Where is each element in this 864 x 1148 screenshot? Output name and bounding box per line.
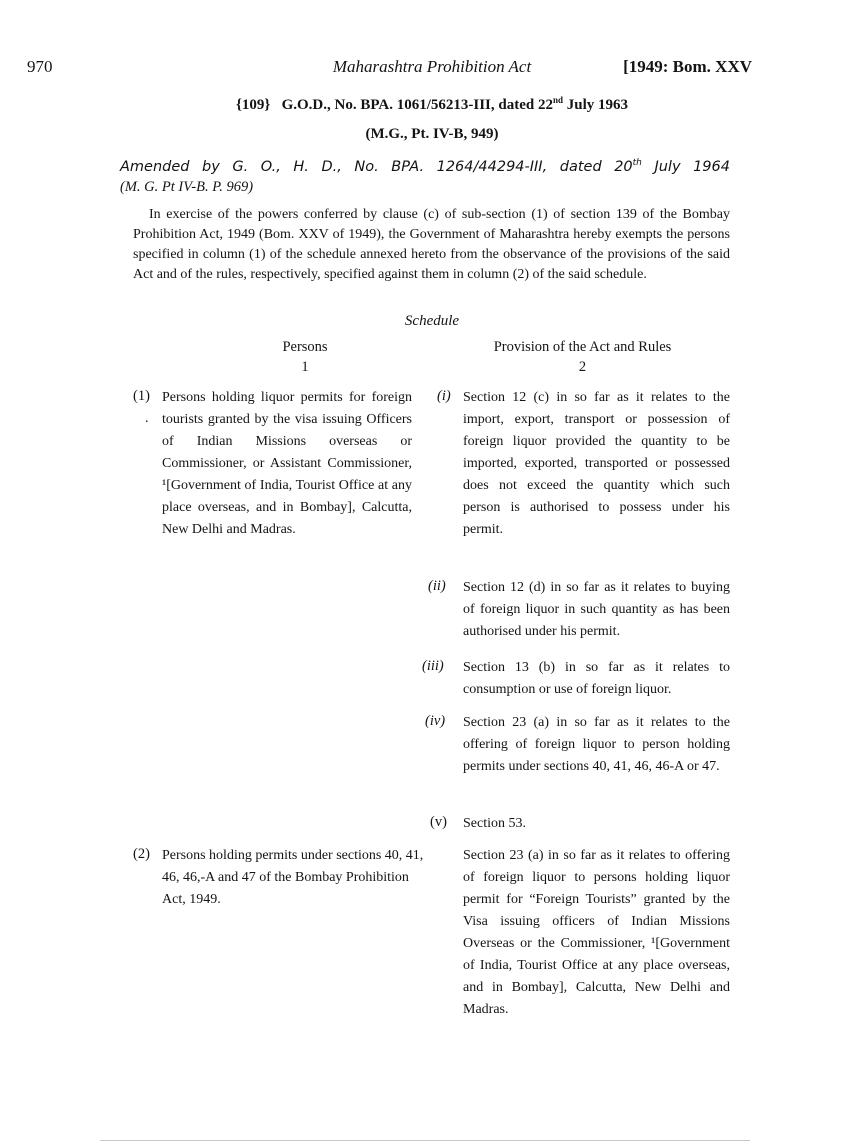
row-2-persons: Persons holding permits under sections 40, 41, 46, 46,-A and 47 of the Bombay Prohibition Act, 1949. — [162, 848, 424, 907]
row-1-provision-5-number: (v) — [430, 814, 447, 830]
amendment-sup: th — [632, 158, 642, 169]
amendment-tail: July 1964 — [641, 159, 730, 175]
column-2-label: Provision of the Act and Rules — [493, 339, 672, 355]
row-1-provision-1-number: (i) — [437, 388, 451, 404]
page-number: 970 — [27, 57, 53, 76]
order-ref: G.O.D., No. BPA. 1061/56213-III, dated 22 — [281, 97, 553, 113]
order-ref-sup: nd — [552, 95, 563, 105]
amendment-line-1 — [120, 157, 730, 177]
running-title: Maharashtra Prohibition Act — [332, 57, 532, 76]
row-1-provision-2-number: (ii) — [428, 578, 446, 594]
row-1-provision-4-number: (iv) — [425, 713, 446, 729]
row-1-provision-3-number: (iii) — [422, 658, 444, 674]
gazette-reference: (M.G., Pt. IV-B, 949) — [365, 126, 499, 142]
stray-dot: . — [145, 411, 149, 426]
row-1-provision-5-text: Section 53. — [463, 816, 526, 831]
order-heading — [0, 97, 864, 114]
order-ref-tail: July 1963 — [562, 97, 628, 113]
schedule-title: Schedule — [404, 313, 460, 329]
row-1-provision-2-text: Section 12 (d) in so far as it relates to buying of foreign liquor in such quantity as has been authorised under his permit. — [463, 580, 730, 639]
column-1-number: 1 — [301, 359, 309, 375]
amendment-line-2: (M. G. Pt IV-B. P. 969) — [120, 179, 254, 195]
act-reference: [1949: Bom. XXV — [623, 57, 752, 76]
column-2-number: 2 — [578, 359, 587, 375]
amendment-text: Amended by G. O., H. D., No. BPA. 1264/44294-III, dated 20 — [120, 159, 633, 175]
page-bottom-rule — [100, 1140, 750, 1141]
intro-paragraph: In exercise of the powers conferred by clause (c) of sub-section (1) of section 139 of the Bombay Prohibition Act, 1949 (Bom. XXV of 1949), the Government of Maharashtra hereby exempts the persons specified in column (1) of the schedule annexed hereto from the observance of the provisions of the said Act and of the rules, respectively, specified against them in column (2) of the said schedule. — [133, 207, 730, 282]
row-1-provision-1-text: Section 12 (c) in so far as it relates to the import, export, transport or possession of foreign liquor provided the quantity to be imported, exported, transported or possessed does not exceed the quantity which such person is authorised to possess under his permit. — [463, 390, 730, 537]
row-1-provision-3-text: Section 13 (b) in so far as it relates to consumption or use of foreign liquor. — [463, 660, 730, 697]
row-1-number: (1) — [133, 388, 150, 404]
column-1-label: Persons — [282, 339, 328, 355]
order-id: {109} — [235, 97, 271, 113]
column-1-header — [205, 337, 405, 377]
row-2-provision-text: Section 23 (a) in so far as it relates to offering of foreign liquor to persons holding liquor permit for “Foreign Tourists” granted by the Visa issuing officers of Indian Missions Overseas or the Commissioner, ¹[Government of India, Tourist Office at any place overseas, and in Bombay], Calcutta, New Delhi and Madras. — [463, 848, 730, 1017]
amendment-note — [120, 157, 730, 197]
row-1-persons: Persons holding liquor permits for foreign tourists granted by the visa issuing Officers of Indian Missions overseas or Commissioner, or Assistant Commissioner, ¹[Government of India, Tourist Office at any place overseas, and in Bombay], Calcutta, New Delhi and Madras. — [162, 390, 412, 537]
column-2-header — [450, 337, 715, 377]
row-1-provision-4-text: Section 23 (a) in so far as it relates to the offering of foreign liquor to person holding permits under sections 40, 41, 46, 46-A or 47. — [463, 715, 730, 774]
row-2-number: (2) — [133, 846, 150, 862]
